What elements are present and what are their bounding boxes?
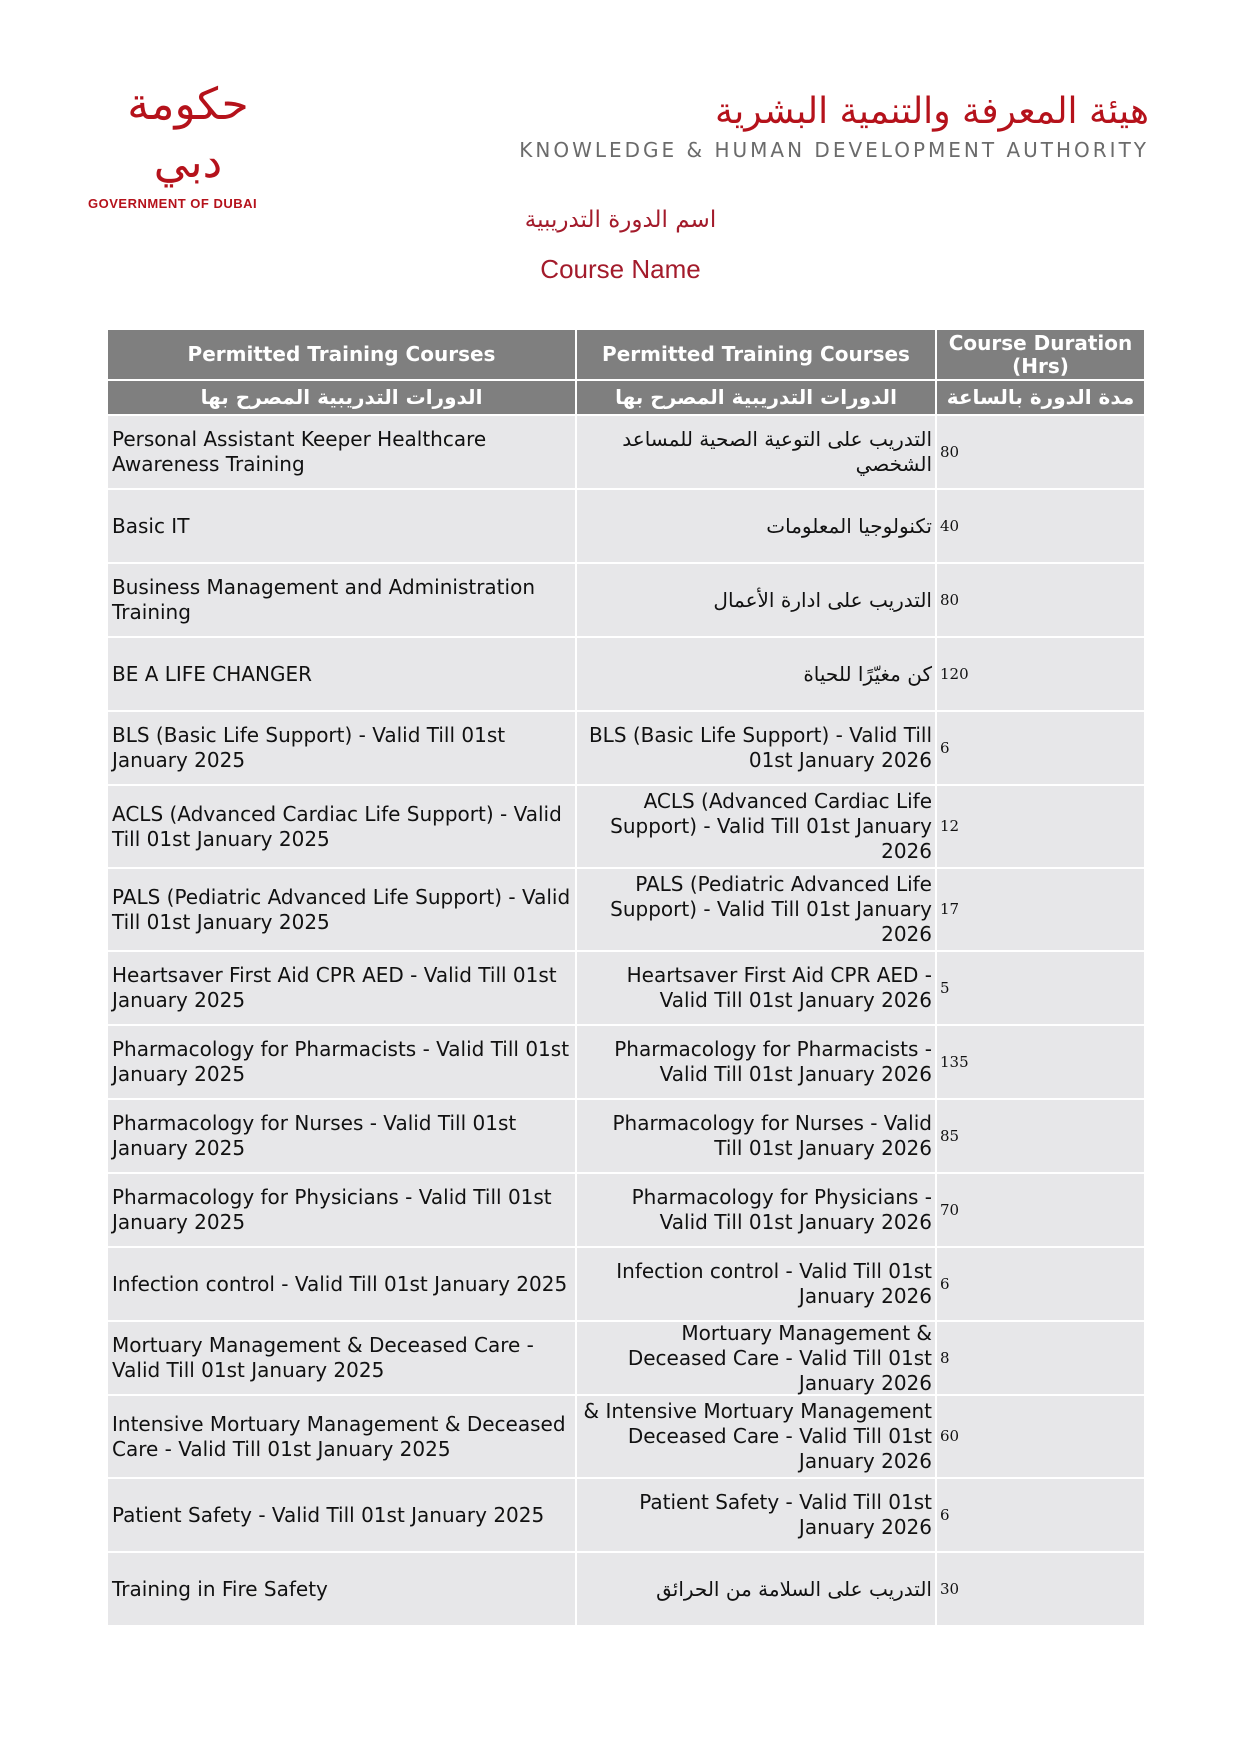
column-header-courses-ar-2: الدورات التدريبية المصرح بها	[577, 381, 935, 414]
course-name-title: Course Name	[540, 254, 701, 284]
courses-table	[108, 330, 1144, 1625]
course-name-ar: ACLS (Advanced Cardiac Life Support) - Valid Till 01st January 2026	[577, 786, 935, 867]
course-name-ar: PALS (Pediatric Advanced Life Support) - Valid Till 01st January 2026	[577, 869, 935, 950]
course-name-en: Intensive Mortuary Management & Deceased Care - Valid Till 01st January 2025	[108, 1396, 575, 1477]
course-duration-hrs: 30	[937, 1553, 1144, 1625]
course-name-en: Heartsaver First Aid CPR AED - Valid Till 01st January 2025	[108, 952, 575, 1024]
course-name-en: BE A LIFE CHANGER	[108, 638, 575, 710]
course-name-en: ACLS (Advanced Cardiac Life Support) - Valid Till 01st January 2025	[108, 786, 575, 867]
course-name-en: Training in Fire Safety	[108, 1553, 575, 1625]
course-duration-hrs: 6	[937, 712, 1144, 784]
course-duration-hrs: 70	[937, 1174, 1144, 1246]
column-header-courses-ar: الدورات التدريبية المصرح بها	[108, 381, 575, 414]
course-name-en: Pharmacology for Nurses - Valid Till 01st January 2025	[108, 1100, 575, 1172]
dubai-logo-caption: GOVERNMENT OF DUBAI	[88, 196, 258, 211]
course-name-en: PALS (Pediatric Advanced Life Support) - Valid Till 01st January 2025	[108, 869, 575, 950]
course-name-ar: التدريب على ادارة الأعمال	[577, 564, 935, 636]
course-name-ar: التدريب على التوعية الصحية للمساعد الشخصي	[577, 416, 935, 488]
course-name-en: Basic IT	[108, 490, 575, 562]
course-name-ar: تكنولوجيا المعلومات	[577, 490, 935, 562]
khda-logo-arabic: هيئة المعرفة والتنمية البشرية	[714, 91, 1149, 132]
course-name-ar: Pharmacology for Physicians - Valid Till 01st January 2026	[577, 1174, 935, 1246]
dubai-logo-script: حكومة دبي	[127, 79, 249, 188]
course-duration-hrs: 40	[937, 490, 1144, 562]
course-name-en: Personal Assistant Keeper Healthcare Awareness Training	[108, 416, 575, 488]
course-duration-hrs: 5	[937, 952, 1144, 1024]
course-name-ar: Patient Safety - Valid Till 01st January 2026	[577, 1479, 935, 1551]
khda-logo	[519, 90, 1149, 162]
course-name-ar: كن مغيّرًا للحياة	[577, 638, 935, 710]
course-name-en: Pharmacology for Physicians - Valid Till 01st January 2025	[108, 1174, 575, 1246]
course-name-title-arabic: اسم الدورة التدريبية	[524, 207, 717, 233]
course-name-ar: Pharmacology for Nurses - Valid Till 01st January 2026	[577, 1100, 935, 1172]
course-duration-hrs: 120	[937, 638, 1144, 710]
column-header-courses-en: Permitted Training Courses	[108, 330, 575, 379]
course-name-en: Pharmacology for Pharmacists - Valid Till 01st January 2025	[108, 1026, 575, 1098]
course-duration-hrs: 6	[937, 1479, 1144, 1551]
course-name-ar: التدريب على السلامة من الحرائق	[577, 1553, 935, 1625]
course-name-en: Infection control - Valid Till 01st January 2025	[108, 1248, 575, 1320]
course-duration-hrs: 8	[937, 1322, 1144, 1394]
course-name-en: Mortuary Management & Deceased Care - Valid Till 01st January 2025	[108, 1322, 575, 1394]
course-duration-hrs: 135	[937, 1026, 1144, 1098]
course-name-ar: Mortuary Management & Deceased Care - Valid Till 01st January 2026	[577, 1322, 935, 1394]
course-name-ar: Infection control - Valid Till 01st January 2026	[577, 1248, 935, 1320]
course-name-en: Business Management and Administration Training	[108, 564, 575, 636]
course-duration-hrs: 80	[937, 564, 1144, 636]
course-name-ar: Heartsaver First Aid CPR AED - Valid Till 01st January 2026	[577, 952, 935, 1024]
government-of-dubai-logo	[88, 76, 288, 211]
column-header-duration: Course Duration (Hrs)	[937, 330, 1144, 379]
course-name-en: BLS (Basic Life Support) - Valid Till 01st January 2025	[108, 712, 575, 784]
course-duration-hrs: 6	[937, 1248, 1144, 1320]
column-header-duration-ar: مدة الدورة بالساعة	[937, 381, 1144, 414]
column-header-courses-en-2: Permitted Training Courses	[577, 330, 935, 379]
course-name-ar: & Intensive Mortuary Management Deceased Care - Valid Till 01st January 2026	[577, 1396, 935, 1477]
course-name-ar: Pharmacology for Pharmacists - Valid Till 01st January 2026	[577, 1026, 935, 1098]
course-duration-hrs: 17	[937, 869, 1144, 950]
course-name-ar: BLS (Basic Life Support) - Valid Till 01st January 2026	[577, 712, 935, 784]
course-duration-hrs: 60	[937, 1396, 1144, 1477]
course-duration-hrs: 85	[937, 1100, 1144, 1172]
course-name-en: Patient Safety - Valid Till 01st January 2025	[108, 1479, 575, 1551]
course-duration-hrs: 80	[937, 416, 1144, 488]
course-duration-hrs: 12	[937, 786, 1144, 867]
khda-logo-english: KNOWLEDGE & HUMAN DEVELOPMENT AUTHORITY	[519, 138, 1149, 162]
